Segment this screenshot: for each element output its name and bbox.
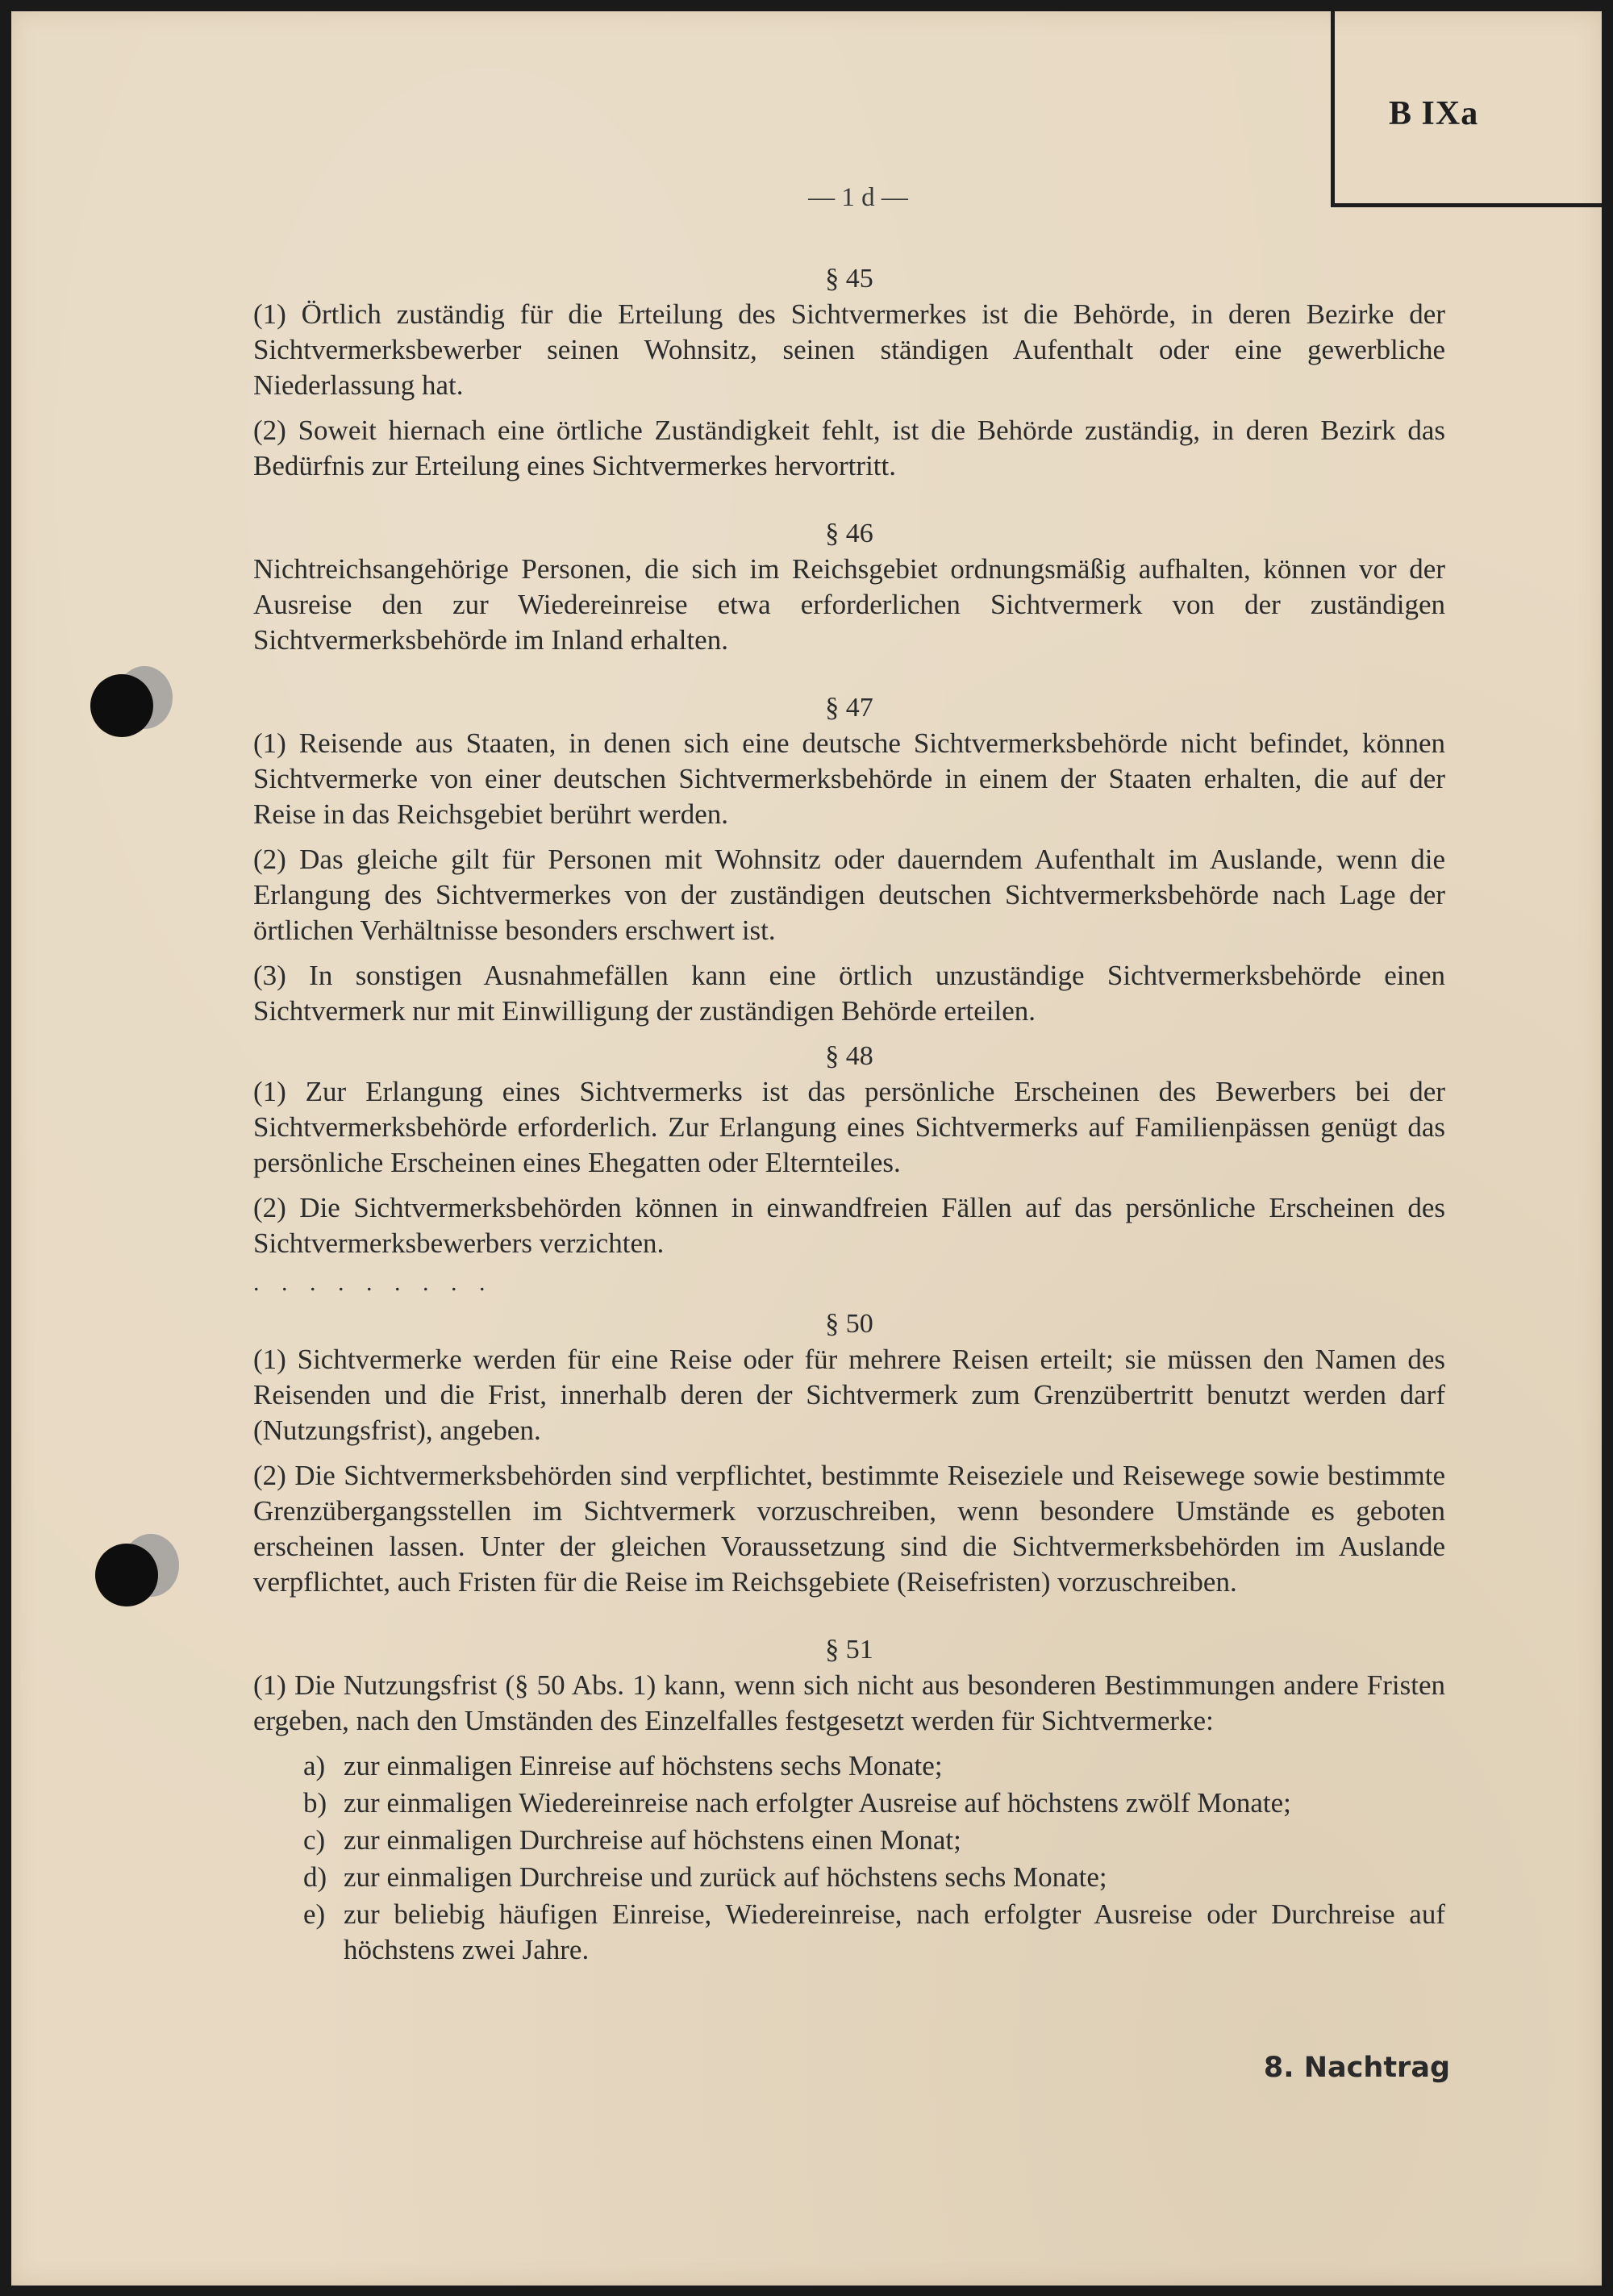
list-marker: a) bbox=[303, 1750, 326, 1781]
section-50 bbox=[253, 1306, 1445, 1600]
list-item bbox=[253, 1748, 1445, 1784]
section-heading: § 46 bbox=[825, 519, 873, 548]
paragraph: (2) Soweit hiernach eine örtliche Zuständigkeit fehlt, ist die Behörde zuständig, in deren Bezirk das Bedürfnis zur Erteilung eines Sichtvermerkes hervortritt. bbox=[253, 415, 1445, 481]
section-heading: § 51 bbox=[825, 1635, 873, 1665]
supplement-label: 8. Nachtrag bbox=[1263, 2052, 1450, 2084]
list-text: zur einmaligen Einreise auf höchstens sechs Monate; bbox=[344, 1750, 943, 1781]
list-text: zur einmaligen Durchreise auf höchstens einen Monat; bbox=[344, 1824, 961, 1856]
section-48 bbox=[253, 1039, 1445, 1295]
paragraph: (2) Die Sichtvermerksbehörden sind verpflichtet, bestimmte Reiseziele und Reisewege sowie bestimmte Grenzübergangsstellen im Sichtvermerk vorzuschreiben, wenn besondere Umstände es geboten erscheinen lassen. Unter der gleichen Voraussetzung sind die Sichtvermerksbehörden im Auslande verpflichtet, auch Fristen für die Reise im Reichsgebiete (Reisefristen) vorzuschreiben. bbox=[253, 1460, 1445, 1598]
paragraph: Nichtreichsangehörige Personen, die sich im Reichsgebiet ordnungsmäßig aufhalten, können vor der Ausreise den zur Wiedereinreise etwa erforderlichen Sichtvermerk von der zuständigen Sichtvermerksbehörde im Inland erhalten. bbox=[253, 553, 1445, 656]
page-number: — 1 d — bbox=[808, 183, 908, 212]
paragraph: (1) Reisende aus Staaten, in denen sich eine deutsche Sichtvermerksbehörde nicht befindet, können Sichtvermerke von einer deutschen Sichtvermerksbehörde in einem der Staaten erhalten, die auf der Reise in das Reichsgebiet berührt werden. bbox=[253, 727, 1445, 830]
punch-hole-bottom bbox=[95, 1544, 158, 1606]
list-text: zur einmaligen Wiedereinreise nach erfolgter Ausreise auf höchstens zwölf Monate; bbox=[344, 1787, 1291, 1819]
paragraph: (1) Die Nutzungsfrist (§ 50 Abs. 1) kann, wenn sich nicht aus besonderen Bestimmungen andere Fristen ergeben, nach den Umständen des Einzelfalles festgesetzt werden für Sichtvermerke: bbox=[253, 1669, 1445, 1736]
list-marker: d) bbox=[303, 1861, 327, 1893]
omission-dots: . . . . . . . . . bbox=[253, 1269, 494, 1296]
punch-hole-top bbox=[90, 674, 153, 737]
section-heading: § 48 bbox=[825, 1041, 873, 1071]
register-label: B IXa bbox=[1389, 95, 1479, 132]
list-text: zur beliebig häufigen Einreise, Wiedereinreise, nach erfolgter Ausreise oder Durchreise auf höchstens zwei Jahre. bbox=[344, 1898, 1445, 1965]
paragraph: (1) Zur Erlangung eines Sichtvermerks ist das persönliche Erscheinen des Bewerbers bei der Sichtvermerksbehörde erforderlich. Zur Erlangung eines Sichtvermerks auf Familienpässen genügt das persönliche Erscheinen eines Ehegatten oder Elternteiles. bbox=[253, 1076, 1445, 1178]
list-item bbox=[253, 1860, 1445, 1895]
list-marker: e) bbox=[303, 1898, 326, 1930]
paragraph: (3) In sonstigen Ausnahmefällen kann eine örtlich unzuständige Sichtvermerksbehörde einen Sichtvermerk nur mit Einwilligung der zuständigen Behörde erteilen. bbox=[253, 960, 1445, 1027]
list-marker: c) bbox=[303, 1824, 326, 1856]
section-heading: § 47 bbox=[825, 693, 873, 723]
list-item bbox=[253, 1786, 1445, 1821]
section-45 bbox=[253, 261, 1445, 484]
validity-list bbox=[253, 1748, 1445, 1968]
section-heading: § 50 bbox=[825, 1309, 873, 1339]
paragraph: (2) Die Sichtvermerksbehörden können in einwandfreien Fällen auf das persönliche Erscheinen des Sichtvermerksbewerbers verzichten. bbox=[253, 1192, 1445, 1259]
paragraph: (1) Örtlich zuständig für die Erteilung des Sichtvermerkes ist die Behörde, in deren Bezirke der Sichtvermerksbewerber seinen Wohnsitz, seinen ständigen Aufenthalt oder eine gewerbliche Niederlassung hat. bbox=[253, 298, 1445, 401]
list-item bbox=[253, 1823, 1445, 1858]
document-body bbox=[253, 261, 1445, 1969]
list-text: zur einmaligen Durchreise und zurück auf höchstens sechs Monate; bbox=[344, 1861, 1107, 1893]
section-51 bbox=[253, 1632, 1445, 1968]
section-46 bbox=[253, 516, 1445, 658]
list-item bbox=[253, 1897, 1445, 1968]
list-marker: b) bbox=[303, 1787, 327, 1819]
section-heading: § 45 bbox=[825, 264, 873, 294]
document-page bbox=[11, 11, 1602, 2286]
paragraph: (1) Sichtvermerke werden für eine Reise oder für mehrere Reisen erteilt; sie müssen den Namen des Reisenden und die Frist, innerhalb deren der Sichtvermerk zum Grenzübertritt benutzt werden darf (Nutzungsfrist), angeben. bbox=[253, 1344, 1445, 1446]
paragraph: (2) Das gleiche gilt für Personen mit Wohnsitz oder dauerndem Aufenthalt im Auslande, wenn die Erlangung des Sichtvermerkes von der zuständigen deutschen Sichtvermerksbehörde nach Lage der örtlichen Verhältnisse besonders erschwert ist. bbox=[253, 844, 1445, 946]
section-47 bbox=[253, 690, 1445, 1029]
